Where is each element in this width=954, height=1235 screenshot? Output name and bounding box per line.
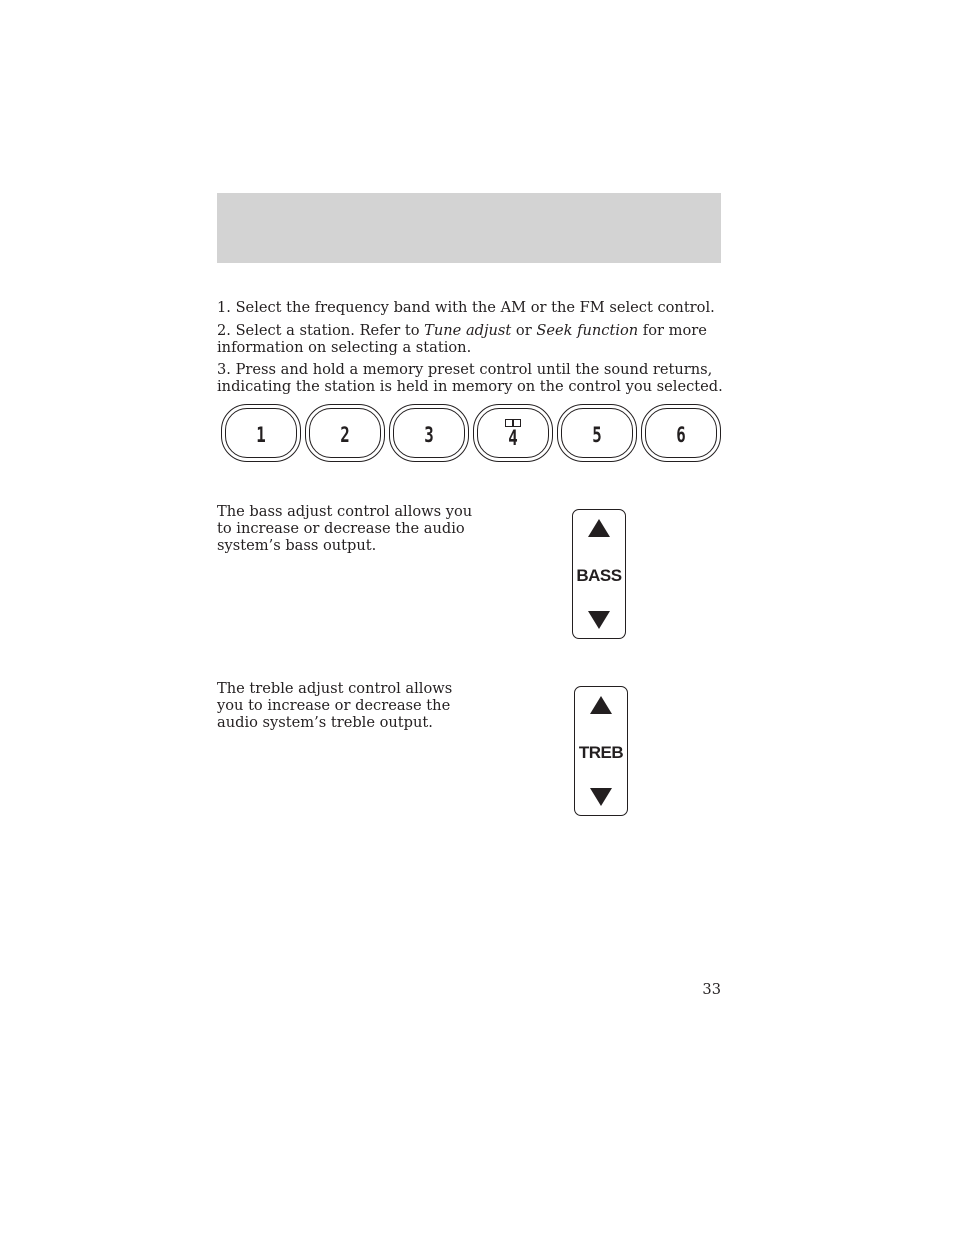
treble-description: The treble adjust control allows you to increase or decrease the audio system’s treble output. xyxy=(217,680,453,731)
preset-number: 6 xyxy=(676,423,686,447)
preset-button-3[interactable] xyxy=(389,404,469,462)
step-2-or: or xyxy=(511,322,537,339)
bass-rocker-control xyxy=(572,509,626,639)
preset-button-4[interactable] xyxy=(473,404,553,462)
page-number: 33 xyxy=(702,981,721,998)
preset-number: 1 xyxy=(256,423,266,447)
triangle-up-icon[interactable] xyxy=(590,696,612,714)
treble-rocker-control xyxy=(574,686,628,816)
preset-button-5[interactable] xyxy=(557,404,637,462)
memory-preset-buttons xyxy=(221,404,721,462)
tune-adjust-reference: Tune adjust xyxy=(424,322,512,339)
step-2-prefix: 2. Select a station. Refer to xyxy=(217,322,425,339)
bass-description: The bass adjust control allows you to increase or decrease the audio system’s bass output. xyxy=(217,503,473,554)
triangle-down-icon[interactable] xyxy=(588,611,610,629)
preset-button-2[interactable] xyxy=(305,404,385,462)
preset-number: 2 xyxy=(340,423,350,447)
step-3-text: 3. Press and hold a memory preset control until the sound returns, indicating the station is held in memory on the control you selected. xyxy=(217,361,723,395)
preset-number: 4 xyxy=(508,426,518,450)
preset-number: 5 xyxy=(592,423,602,447)
treble-label: TREB xyxy=(578,743,624,762)
preset-button-1[interactable] xyxy=(221,404,301,462)
section-header-band xyxy=(217,193,721,263)
bass-label: BASS xyxy=(576,566,622,585)
preset-number: 3 xyxy=(424,423,434,447)
step-1-text: 1. Select the frequency band with the AM or the FM select control. xyxy=(217,299,715,316)
triangle-up-icon[interactable] xyxy=(588,519,610,537)
step-2-suffix: for more information on selecting a station. xyxy=(217,322,707,356)
seek-function-reference: Seek function xyxy=(536,322,639,339)
triangle-down-icon[interactable] xyxy=(590,788,612,806)
step-2-text xyxy=(217,322,737,356)
preset-button-6[interactable] xyxy=(641,404,721,462)
